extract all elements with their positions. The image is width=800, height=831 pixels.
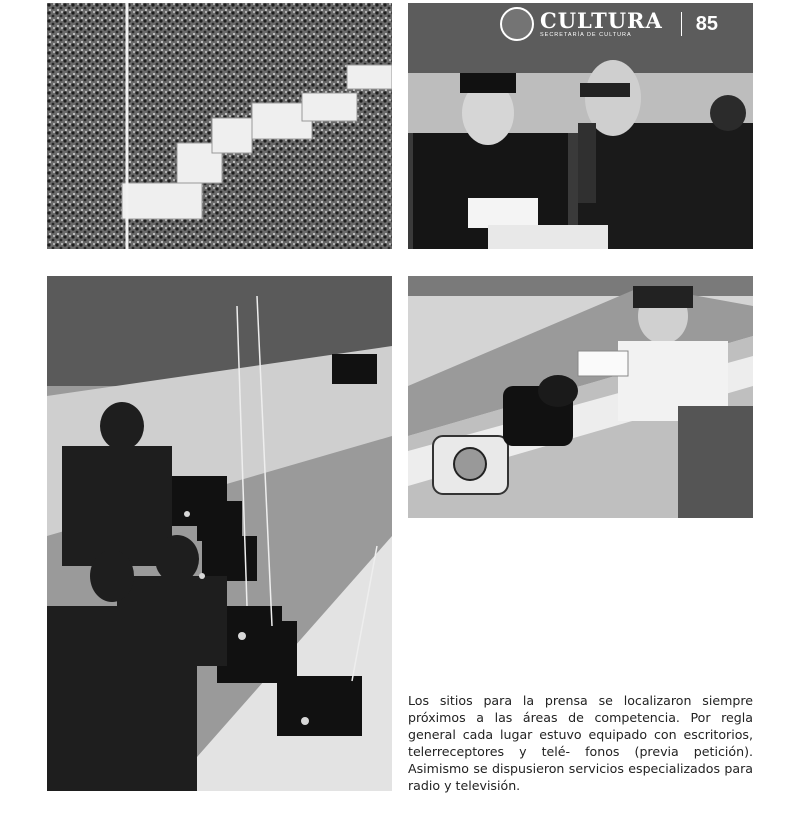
anniversary-logo: 85: [695, 12, 719, 35]
stadium-crowd-press-boxes-photo: [47, 3, 392, 249]
mexico-seal-icon: [500, 7, 534, 41]
logo-subtitle: SECRETARÍA DE CULTURA: [540, 31, 632, 38]
logo-divider: [681, 12, 682, 36]
press-tribune-with-tv-monitors-photo: [47, 276, 392, 791]
cultura-logo: [500, 7, 760, 41]
caption-text: Los sitios para la prensa se localizaron siempre próximos a las áreas de competencia. Por regla general cada lugar estuvo equipado con escritorios, telerreceptores y telé- fonos (previa petición). Asimismo se dispusieron servicios especializados para radio y televisión.: [408, 693, 753, 793]
logo-name: CULTURA: [540, 7, 663, 33]
journalist-with-telephones-photo: [408, 276, 753, 518]
